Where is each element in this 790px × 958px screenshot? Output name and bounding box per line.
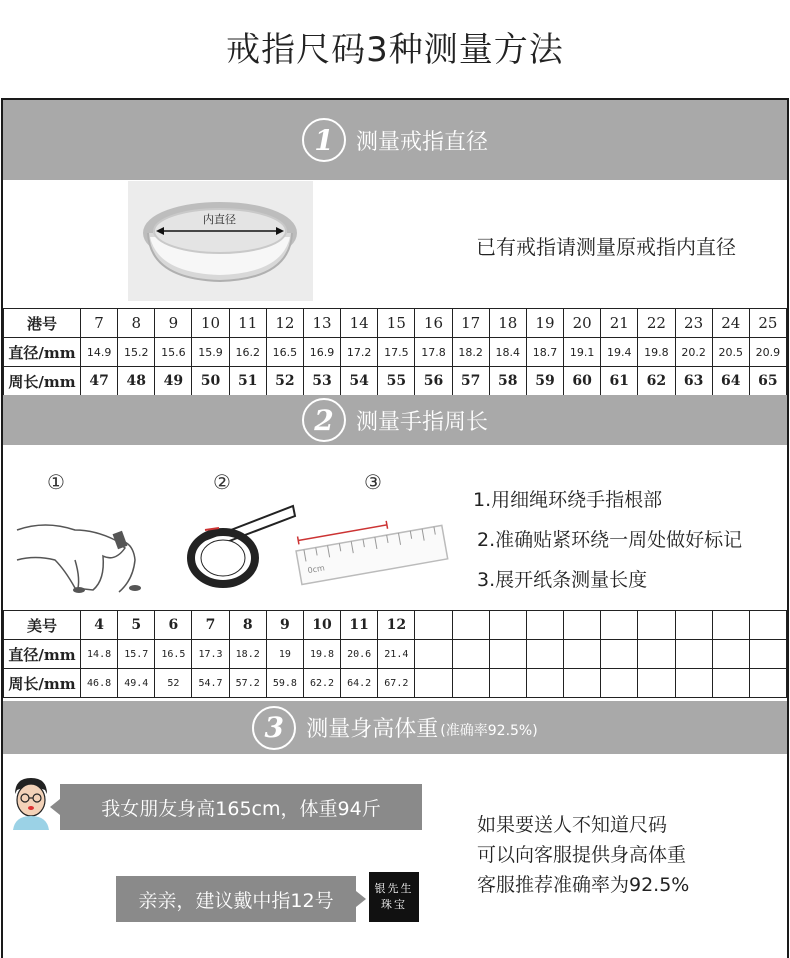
empty-cell	[489, 611, 526, 640]
row-label: 直径/mm	[4, 640, 81, 669]
section-1-hint: 已有戒指请测量原戒指内直径	[476, 235, 736, 259]
empty-cell	[601, 611, 638, 640]
diameter-cell: 20.5	[712, 338, 749, 367]
empty-cell	[489, 669, 526, 698]
row-label: 美号	[4, 611, 81, 640]
circumference-cell: 63	[675, 367, 712, 396]
circumference-cell: 61	[601, 367, 638, 396]
size-cell: 8	[118, 309, 155, 338]
customer-message-text: 我女朋友身高165cm，体重94斤	[101, 797, 381, 820]
size-cell: 12	[378, 611, 415, 640]
diameter-cell: 15.7	[118, 640, 155, 669]
empty-cell	[564, 611, 601, 640]
section-3-number: 3	[252, 706, 296, 750]
circumference-cell: 64.2	[341, 669, 378, 698]
empty-cell	[638, 611, 675, 640]
empty-cell	[749, 611, 786, 640]
section-2-number: 2	[302, 398, 346, 442]
section-2-band	[3, 395, 787, 445]
diameter-cell: 16.2	[229, 338, 266, 367]
paper-strip-icon	[185, 500, 300, 590]
circumference-cell: 60	[564, 367, 601, 396]
size-cell: 11	[341, 611, 378, 640]
diameter-cell: 20.9	[749, 338, 786, 367]
empty-cell	[452, 640, 489, 669]
diameter-cell: 21.4	[378, 640, 415, 669]
diameter-cell: 16.5	[155, 640, 192, 669]
size-cell: 12	[266, 309, 303, 338]
size-cell: 5	[118, 611, 155, 640]
circumference-cell: 52	[155, 669, 192, 698]
size-cell: 4	[81, 611, 118, 640]
brand-logo	[369, 872, 419, 922]
diameter-cell: 18.2	[229, 640, 266, 669]
size-cell: 7	[81, 309, 118, 338]
circumference-cell: 57.2	[229, 669, 266, 698]
size-cell: 22	[638, 309, 675, 338]
size-cell: 15	[378, 309, 415, 338]
ruler-icon	[291, 514, 451, 586]
size-cell: 23	[675, 309, 712, 338]
step-2-mark: ②	[213, 470, 231, 494]
table-row	[4, 611, 787, 640]
row-label: 周长/mm	[4, 367, 81, 396]
diameter-cell: 19.8	[303, 640, 340, 669]
diameter-cell: 18.7	[526, 338, 563, 367]
empty-cell	[712, 640, 749, 669]
empty-cell	[526, 611, 563, 640]
size-cell: 10	[192, 309, 229, 338]
diameter-cell: 15.6	[155, 338, 192, 367]
empty-cell	[452, 611, 489, 640]
circumference-cell: 54	[341, 367, 378, 396]
diameter-cell: 18.4	[489, 338, 526, 367]
diameter-cell: 20.2	[675, 338, 712, 367]
empty-cell	[489, 640, 526, 669]
tip-line-2: 可以向客服提供身高体重	[477, 844, 687, 866]
circumference-cell: 62	[638, 367, 675, 396]
diameter-cell: 14.8	[81, 640, 118, 669]
size-cell: 10	[303, 611, 340, 640]
diameter-cell: 17.3	[192, 640, 229, 669]
hand-string-icon	[15, 500, 165, 595]
empty-cell	[749, 669, 786, 698]
diameter-cell: 17.5	[378, 338, 415, 367]
us-size-table	[3, 610, 787, 698]
section-3-band	[3, 701, 787, 754]
diameter-cell: 16.9	[303, 338, 340, 367]
circumference-cell: 58	[489, 367, 526, 396]
circumference-cell: 59.8	[266, 669, 303, 698]
diameter-cell: 14.9	[81, 338, 118, 367]
diameter-cell: 19.1	[564, 338, 601, 367]
service-tips	[477, 810, 689, 900]
circumference-cell: 46.8	[81, 669, 118, 698]
step-3-mark: ③	[364, 470, 382, 494]
step-1-mark: ①	[47, 470, 65, 494]
empty-cell	[415, 611, 452, 640]
circumference-cell: 50	[192, 367, 229, 396]
section-2-heading: 测量手指周长	[355, 409, 488, 435]
circumference-cell: 51	[229, 367, 266, 396]
diameter-cell: 18.2	[452, 338, 489, 367]
ring-icon	[128, 181, 313, 301]
size-cell: 24	[712, 309, 749, 338]
size-cell: 11	[229, 309, 266, 338]
table-row	[4, 669, 787, 698]
empty-cell	[675, 611, 712, 640]
circumference-cell: 55	[378, 367, 415, 396]
circumference-cell: 53	[303, 367, 340, 396]
step-2-text: 2.准确贴紧环绕一周处做好标记	[477, 529, 743, 551]
diameter-cell: 17.2	[341, 338, 378, 367]
size-cell: 9	[266, 611, 303, 640]
empty-cell	[564, 640, 601, 669]
bubble-tail	[356, 891, 366, 907]
section-1-band	[3, 100, 787, 180]
size-cell: 14	[341, 309, 378, 338]
section-1-number: 1	[302, 118, 346, 162]
table-row	[4, 309, 787, 338]
hk-size-table	[3, 308, 787, 396]
empty-cell	[415, 640, 452, 669]
customer-avatar-icon	[9, 776, 53, 830]
diameter-cell: 17.8	[415, 338, 452, 367]
circumference-cell: 65	[749, 367, 786, 396]
size-cell: 7	[192, 611, 229, 640]
customer-message	[60, 784, 422, 830]
diameter-cell: 16.5	[266, 338, 303, 367]
diameter-cell: 20.6	[341, 640, 378, 669]
logo-line-1: 银先生	[374, 882, 414, 895]
empty-cell	[415, 669, 452, 698]
row-label: 直径/mm	[4, 338, 81, 367]
circumference-cell: 49.4	[118, 669, 155, 698]
empty-cell	[712, 611, 749, 640]
size-cell: 19	[526, 309, 563, 338]
inner-diameter-label: 内直径	[203, 213, 236, 226]
circumference-cell: 52	[266, 367, 303, 396]
measure-steps	[473, 480, 742, 600]
section-3-heading: 测量身高体重	[306, 717, 439, 742]
service-reply-text: 亲亲，建议戴中指12号	[138, 889, 334, 912]
size-cell: 17	[452, 309, 489, 338]
circumference-cell: 57	[452, 367, 489, 396]
empty-cell	[638, 669, 675, 698]
circumference-cell: 67.2	[378, 669, 415, 698]
empty-cell	[452, 669, 489, 698]
size-cell: 16	[415, 309, 452, 338]
circumference-cell: 56	[415, 367, 452, 396]
ring-photo	[128, 181, 313, 301]
tip-line-1: 如果要送人不知道尺码	[477, 814, 668, 836]
table-row	[4, 338, 787, 367]
ruler-label: 0cm	[306, 563, 326, 576]
circumference-cell: 59	[526, 367, 563, 396]
service-reply	[116, 876, 356, 922]
circumference-cell: 64	[712, 367, 749, 396]
size-cell: 21	[601, 309, 638, 338]
empty-cell	[601, 669, 638, 698]
size-cell: 13	[303, 309, 340, 338]
diameter-cell: 15.9	[192, 338, 229, 367]
size-cell: 9	[155, 309, 192, 338]
empty-cell	[526, 640, 563, 669]
circumference-cell: 49	[155, 367, 192, 396]
empty-cell	[638, 640, 675, 669]
row-label: 周长/mm	[4, 669, 81, 698]
size-cell: 20	[564, 309, 601, 338]
empty-cell	[675, 669, 712, 698]
empty-cell	[564, 669, 601, 698]
circumference-cell: 47	[81, 367, 118, 396]
diameter-cell: 19	[266, 640, 303, 669]
bubble-tail	[50, 799, 60, 815]
empty-cell	[749, 640, 786, 669]
circumference-cell: 62.2	[303, 669, 340, 698]
step-1-text: 1.用细绳环绕手指根部	[473, 489, 663, 511]
table-row	[4, 367, 787, 396]
circumference-cell: 48	[118, 367, 155, 396]
tip-line-3: 客服推荐准确率为92.5%	[477, 874, 690, 896]
table-row	[4, 640, 787, 669]
step-3-text: 3.展开纸条测量长度	[477, 569, 648, 591]
empty-cell	[526, 669, 563, 698]
empty-cell	[601, 640, 638, 669]
size-cell: 25	[749, 309, 786, 338]
size-cell: 8	[229, 611, 266, 640]
accuracy-note: (准确率92.5%)	[440, 722, 538, 739]
size-cell: 6	[155, 611, 192, 640]
size-guide-frame	[1, 98, 789, 958]
circumference-cell: 54.7	[192, 669, 229, 698]
diameter-cell: 19.4	[601, 338, 638, 367]
section-1-heading: 测量戒指直径	[355, 129, 488, 155]
size-cell: 18	[489, 309, 526, 338]
diameter-cell: 15.2	[118, 338, 155, 367]
empty-cell	[712, 669, 749, 698]
diameter-cell: 19.8	[638, 338, 675, 367]
page-title: 戒指尺码3种测量方法	[226, 30, 564, 70]
logo-line-2: 珠宝	[381, 898, 407, 911]
row-label: 港号	[4, 309, 81, 338]
empty-cell	[675, 640, 712, 669]
